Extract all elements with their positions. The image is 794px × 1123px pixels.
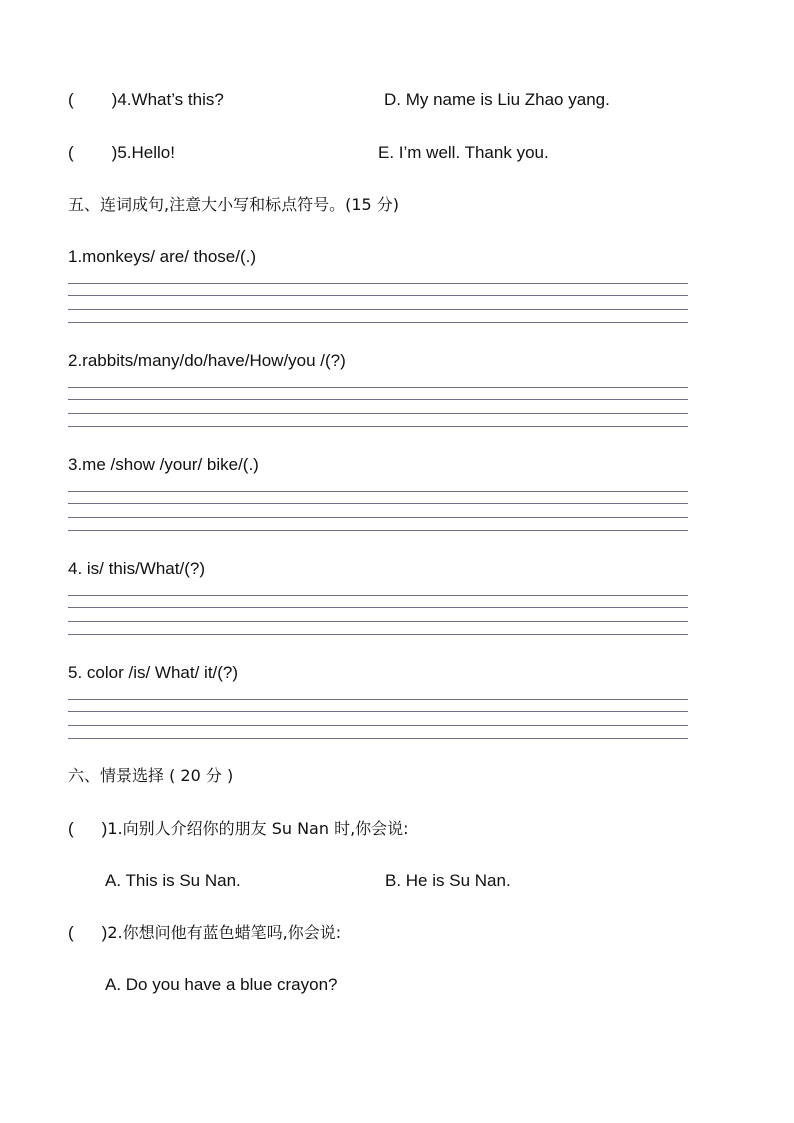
answer-paren-close: ) [111, 143, 118, 162]
scenario-question-2 [68, 923, 341, 943]
section6-heading: 六、情景选择 ( 20 分 ) [68, 766, 234, 785]
option-a-2: A. Do you have a blue crayon? [105, 975, 338, 994]
answer-paren-open: ( [68, 819, 74, 838]
matching-question: 5.Hello! [117, 143, 175, 162]
scenario-question-1 [68, 819, 409, 839]
sentence-prompt-4: 4. is/ this/What/(?) [68, 559, 205, 578]
sentence-prompt-3: 3.me /show /your/ bike/(.) [68, 455, 259, 474]
answer-paren-close: ) [111, 90, 118, 109]
answer-paren-close: ) [101, 923, 108, 942]
sentence-prompt-1: 1.monkeys/ are/ those/(.) [68, 247, 257, 266]
sentence-prompt-2: 2.rabbits/many/do/have/How/you /(?) [68, 351, 346, 370]
section5-heading: 五、连词成句,注意大小写和标点符号。(15 分) [68, 195, 400, 214]
answer-paren-close: ) [101, 819, 108, 838]
answer-paren-open: ( [68, 90, 74, 109]
answer-paren-open: ( [68, 143, 74, 162]
scenario-text: 1.向别人介绍你的朋友 Su Nan 时,你会说: [107, 819, 409, 838]
matching-answer-e: E. I’m well. Thank you. [378, 143, 549, 162]
matching-row-4 [68, 90, 224, 110]
answer-paren-open: ( [68, 923, 74, 942]
matching-question: 4.What’s this? [117, 90, 224, 109]
option-a-1: A. This is Su Nan. [105, 871, 241, 890]
sentence-prompt-5: 5. color /is/ What/ it/(?) [68, 663, 239, 682]
matching-row-5 [68, 143, 175, 163]
matching-answer-d: D. My name is Liu Zhao yang. [384, 90, 610, 109]
scenario-text: 2.你想问他有蓝色蜡笔吗,你会说: [107, 923, 342, 942]
option-b-1: B. He is Su Nan. [385, 871, 511, 890]
